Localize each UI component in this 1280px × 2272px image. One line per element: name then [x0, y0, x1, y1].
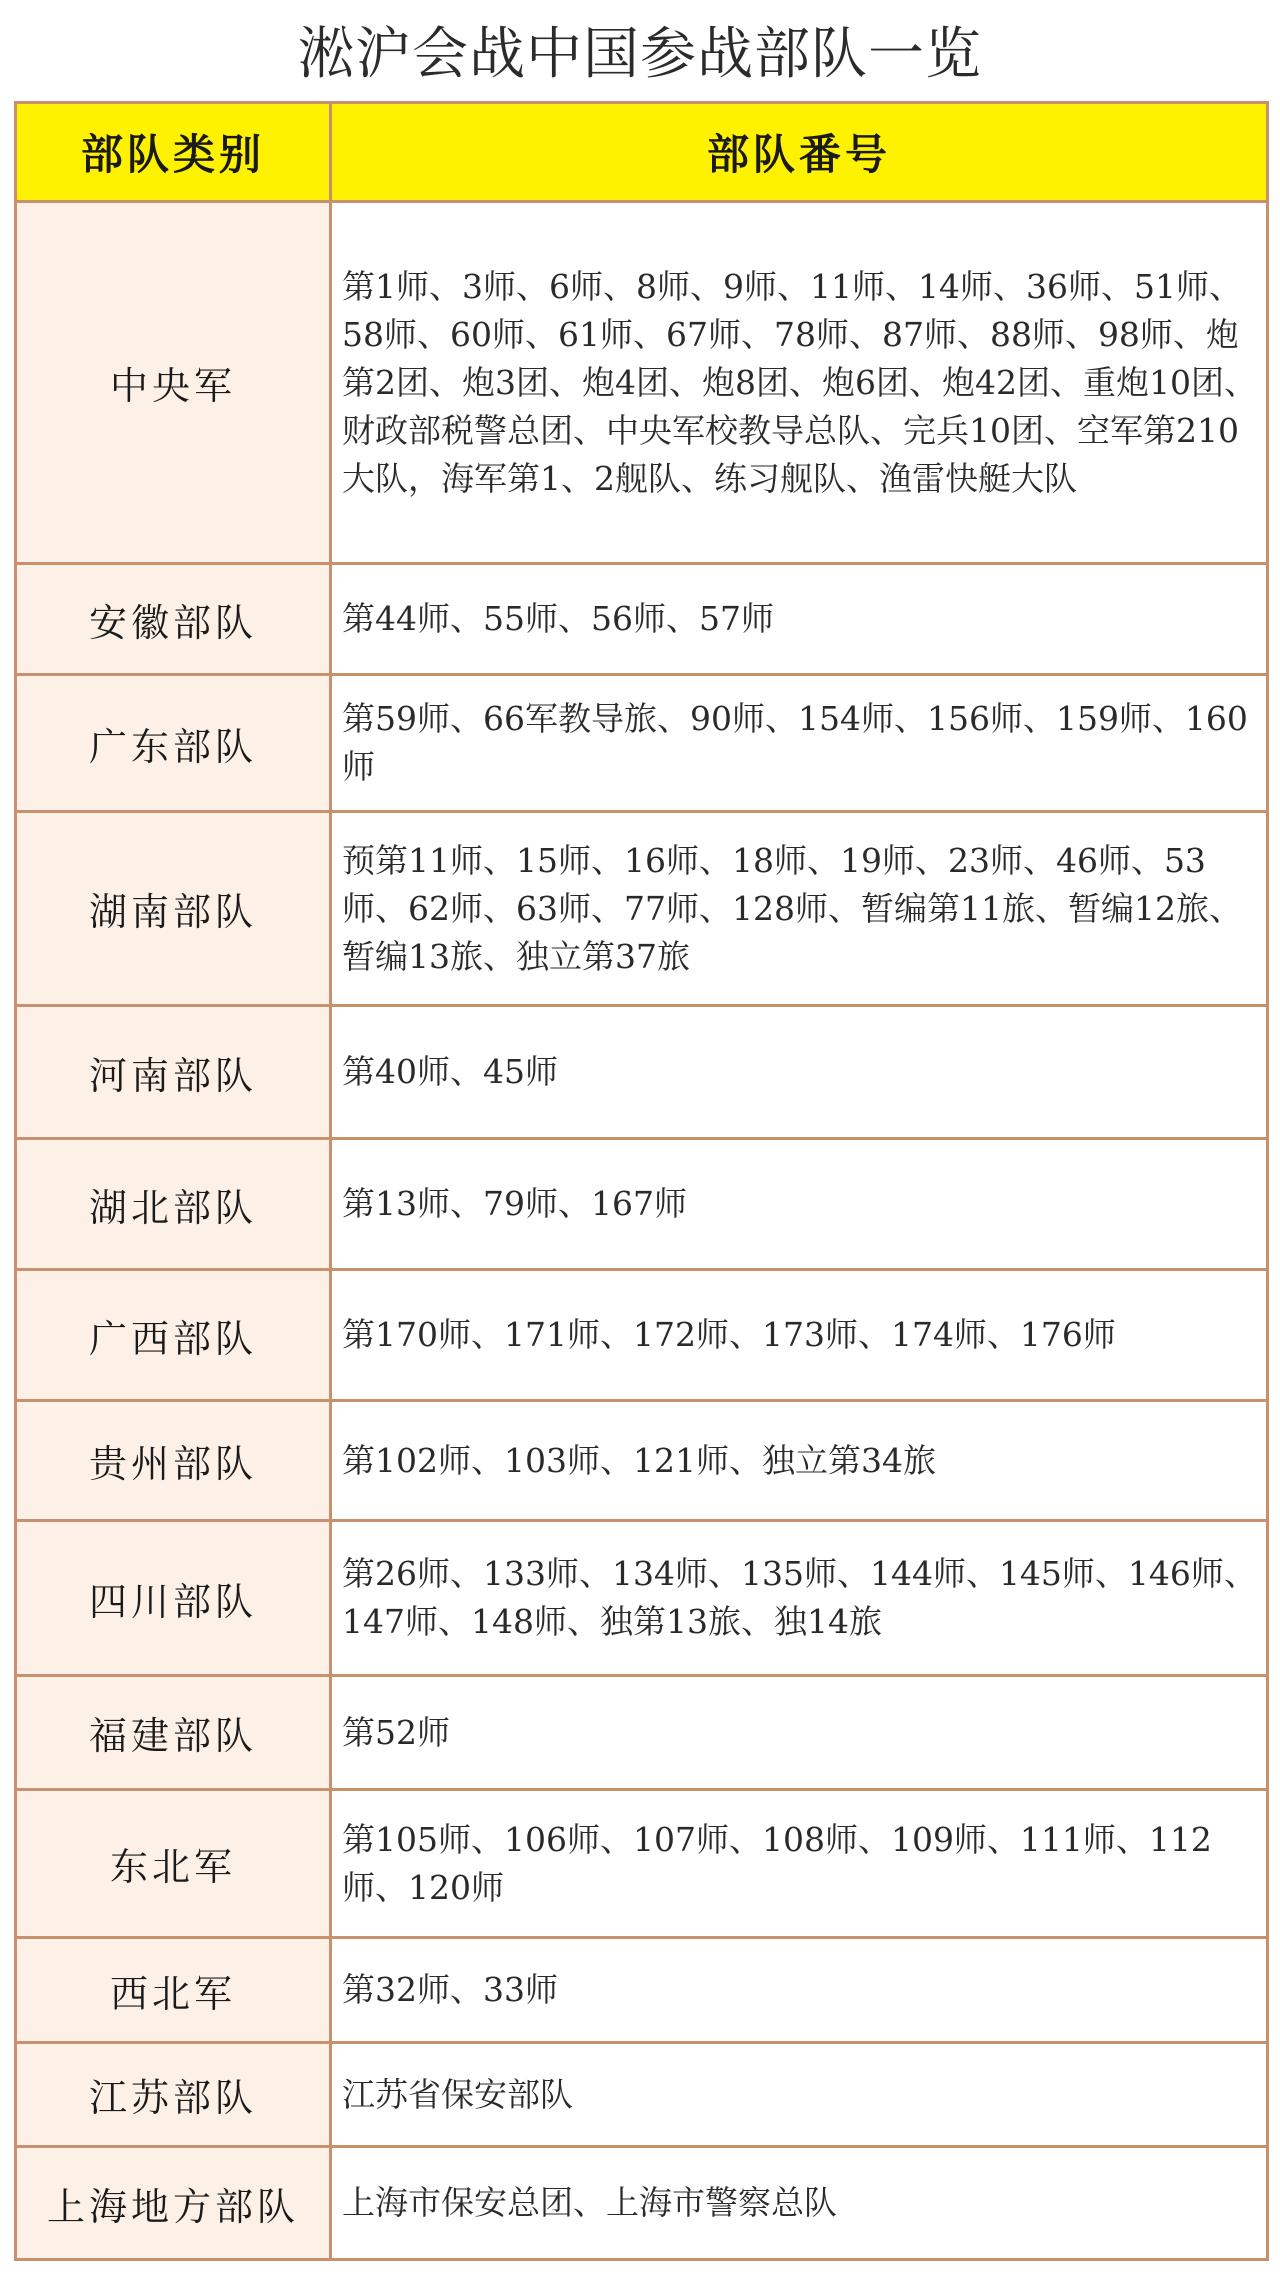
table-row	[16, 2147, 1268, 2260]
row-units: 第105师、106师、107师、108师、109师、111师、112师、120师	[331, 1790, 1268, 1938]
row-category: 河南部队	[16, 1006, 331, 1139]
table-row	[16, 2043, 1268, 2147]
row-category: 湖北部队	[16, 1139, 331, 1270]
table-row	[16, 1938, 1268, 2043]
row-units: 第40师、45师	[331, 1006, 1268, 1139]
row-category: 西北军	[16, 1938, 331, 2043]
row-units: 第102师、103师、121师、独立第34旅	[331, 1401, 1268, 1521]
table-row	[16, 1139, 1268, 1270]
table-row	[16, 1790, 1268, 1938]
row-units: 第1师、3师、6师、8师、9师、11师、14师、36师、51师、58师、60师、61师、67师、78师、87师、88师、98师、炮第2团、炮3团、炮4团、炮8团、炮6团、炮42团、重炮10团、财政部税警总团、中央军校教导总队、完兵10团、空军第210大队，海军第1、2舰队、练习舰队、渔雷快艇大队	[331, 202, 1268, 564]
row-category: 江苏部队	[16, 2043, 331, 2147]
header-units: 部队番号	[331, 103, 1268, 202]
row-units: 第32师、33师	[331, 1938, 1268, 2043]
page-title: 淞沪会战中国参战部队一览	[298, 22, 982, 87]
row-units: 江苏省保安部队	[331, 2043, 1268, 2147]
row-category: 广西部队	[16, 1270, 331, 1401]
table-row	[16, 1676, 1268, 1790]
row-category: 广东部队	[16, 675, 331, 812]
row-units: 第59师、66军教导旅、90师、154师、156师、159师、160师	[331, 675, 1268, 812]
row-units: 第170师、171师、172师、173师、174师、176师	[331, 1270, 1268, 1401]
row-category: 上海地方部队	[16, 2147, 331, 2260]
table-row	[16, 1401, 1268, 1521]
row-units: 第26师、133师、134师、135师、144师、145师、146师、147师、148师、独第13旅、独14旅	[331, 1521, 1268, 1676]
row-units: 第52师	[331, 1676, 1268, 1790]
header-category: 部队类别	[16, 103, 331, 202]
row-category: 四川部队	[16, 1521, 331, 1676]
table-row	[16, 1270, 1268, 1401]
row-category: 东北军	[16, 1790, 331, 1938]
row-category: 福建部队	[16, 1676, 331, 1790]
table-row	[16, 1006, 1268, 1139]
row-category: 贵州部队	[16, 1401, 331, 1521]
row-category: 湖南部队	[16, 812, 331, 1006]
table-row	[16, 564, 1268, 675]
units-table	[14, 101, 1269, 2261]
row-units: 第13师、79师、167师	[331, 1139, 1268, 1270]
row-units: 预第11师、15师、16师、18师、19师、23师、46师、53师、62师、63师、77师、128师、暂编第11旅、暂编12旅、暂编13旅、独立第37旅	[331, 812, 1268, 1006]
table-row	[16, 202, 1268, 564]
row-units: 上海市保安总团、上海市警察总队	[331, 2147, 1268, 2260]
row-category: 安徽部队	[16, 564, 331, 675]
table-row	[16, 675, 1268, 812]
row-units: 第44师、55师、56师、57师	[331, 564, 1268, 675]
table-row	[16, 812, 1268, 1006]
table-row	[16, 1521, 1268, 1676]
table-header-row	[16, 103, 1268, 202]
row-category: 中央军	[16, 202, 331, 564]
